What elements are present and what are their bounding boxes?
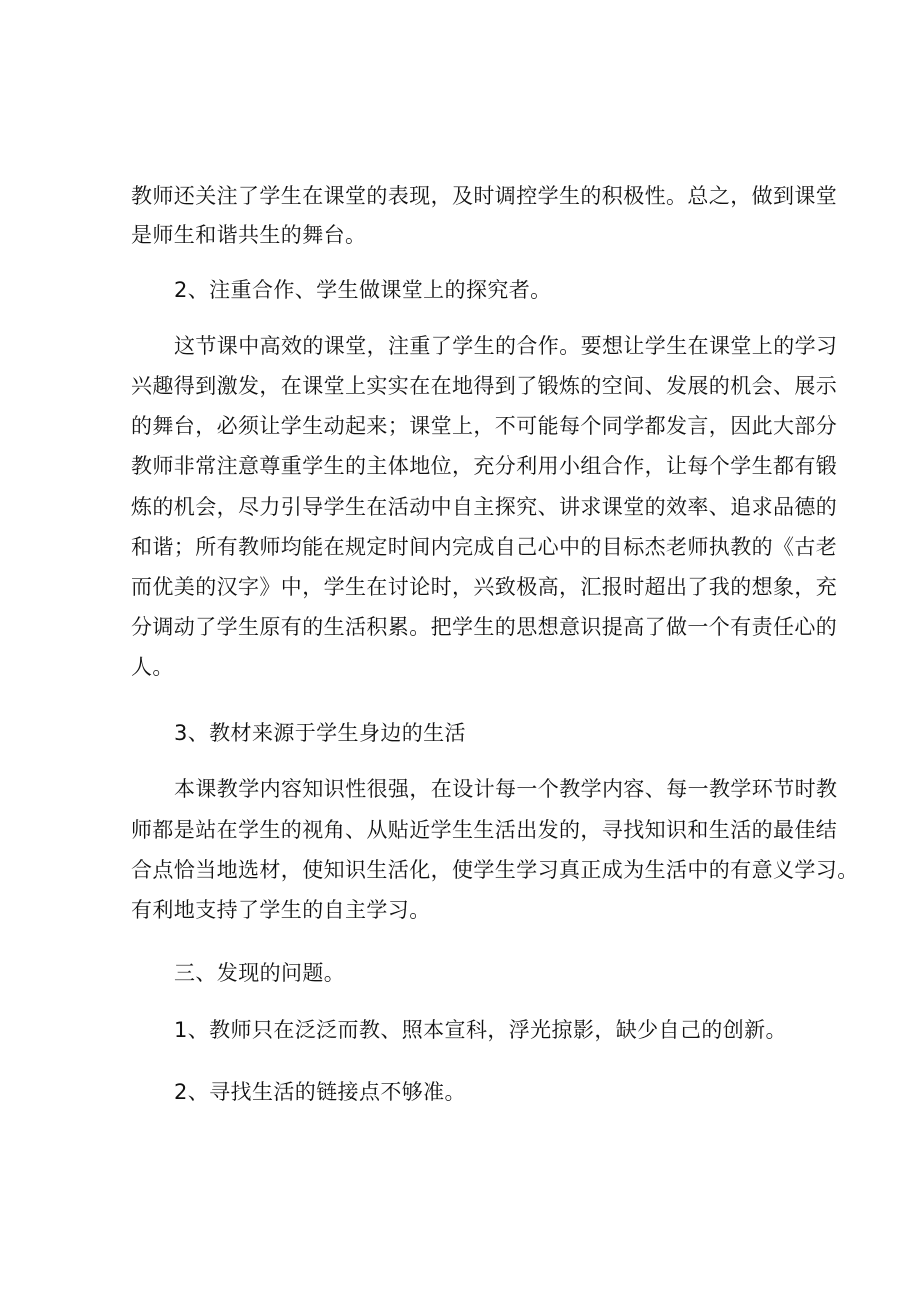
section-heading-issues: 三、发现的问题。 [174,961,346,985]
text-line: 和谐；所有教师均能在规定时间内完成自己心中的目标杰老师执教的《古老 [131,535,838,559]
issue-item-2: 2、寻找生活的链接点不够准。 [174,1080,466,1104]
text-line: 本课教学内容知识性很强，在设计每一个教学内容、每一教学环节时教 [174,777,838,801]
text-line: 这节课中高效的课堂，注重了学生的合作。要想让学生在课堂上的学习 [174,334,838,358]
text-line: 而优美的汉字》中，学生在讨论时，兴致极高，汇报时超出了我的想象，充 [131,575,838,599]
heading-point-3: 3、教材来源于学生身边的生活 [174,721,466,745]
text-line: 的舞台，必须让学生动起来；课堂上，不可能每个同学都发言，因此大部分 [131,414,838,438]
text-line: 有利地支持了学生的自主学习。 [131,898,431,922]
heading-point-2: 2、注重合作、学生做课堂上的探究者。 [174,278,552,302]
text-line: 人。 [131,655,174,679]
text-line: 炼的机会，尽力引导学生在活动中自主探究、讲求课堂的效率、追求品德的 [131,495,838,519]
text-line: 师都是站在学生的视角、从贴近学生生活出发的，寻找知识和生活的最佳结 [131,818,838,842]
text-line: 分调动了学生原有的生活积累。把学生的思想意识提高了做一个有责任心的 [131,615,838,639]
text-line: 兴趣得到激发，在课堂上实实在在地得到了锻炼的空间、发展的机会、展示 [131,374,838,398]
text-line: 教师还关注了学生在课堂的表现，及时调控学生的积极性。总之，做到课堂 [131,184,838,208]
text-line: 合点恰当地选材，使知识生活化，使学生学习真正成为生活中的有意义学习。 [131,858,859,882]
text-line: 教师非常注意尊重学生的主体地位，充分利用小组合作，让每个学生都有锻 [131,454,838,478]
issue-item-1: 1、教师只在泛泛而教、照本宣科，浮光掠影，缺少自己的创新。 [174,1018,787,1042]
text-line: 是师生和谐共生的舞台。 [131,223,367,247]
